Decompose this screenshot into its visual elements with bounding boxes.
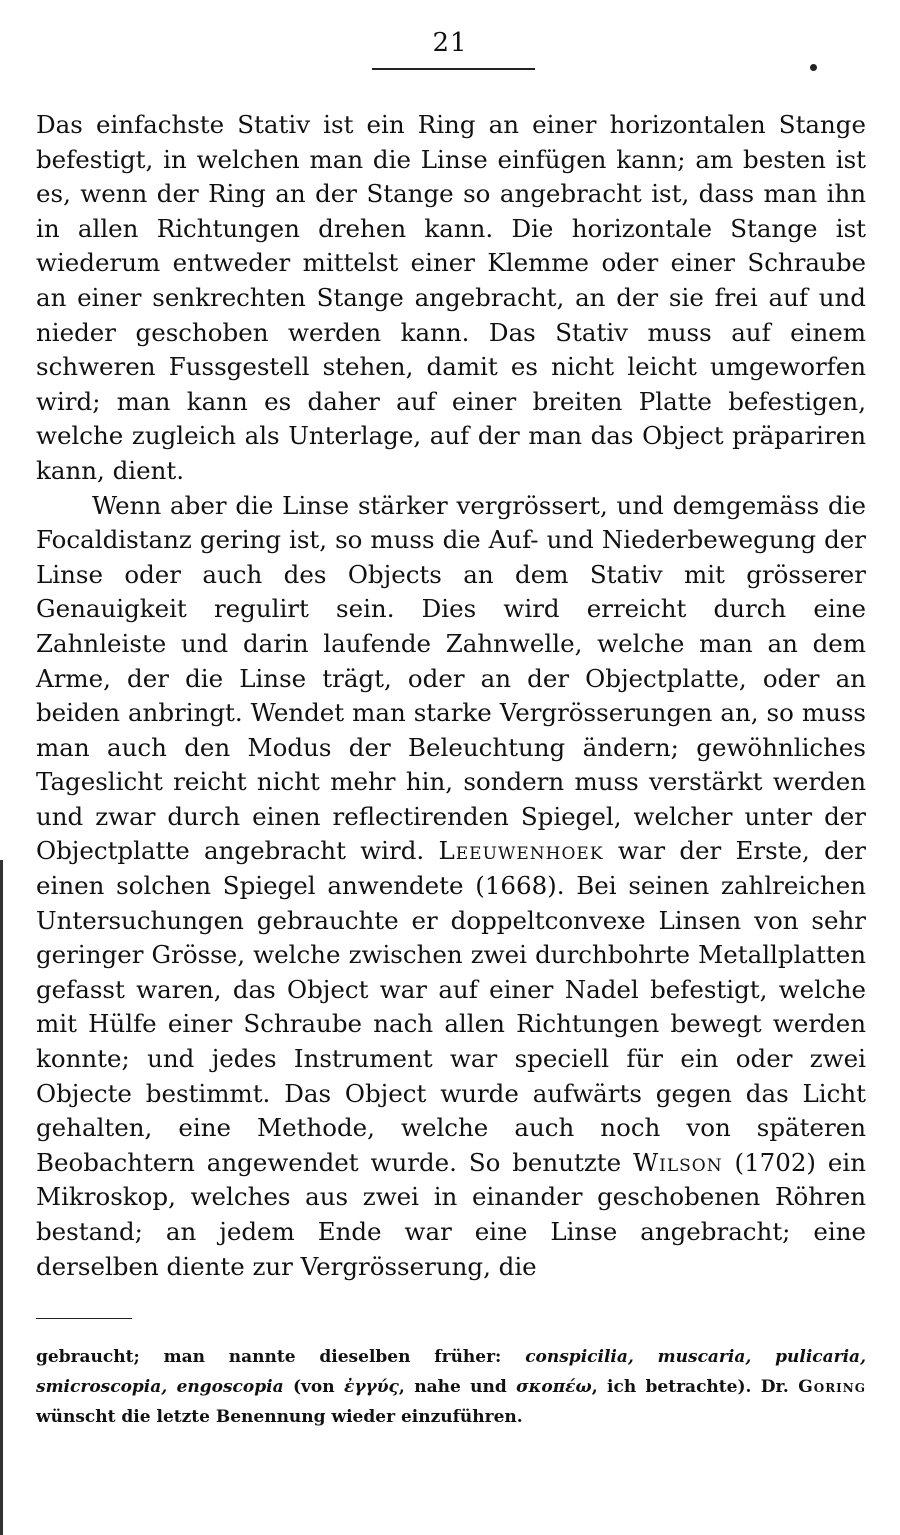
footnote-text-a: gebraucht; man nannte dieselben früher: — [36, 1347, 502, 1367]
scan-speck — [810, 64, 817, 71]
footnote-text-e: wünscht die letzte Benennung wieder einzuführen. — [36, 1407, 523, 1427]
name-wilson: Wilson — [632, 1147, 723, 1177]
paragraph-1: Das einfachste Stativ ist ein Ring an einer horizontalen Stange befestigt, in welchen man die Linse einfügen kann; am besten ist es, wenn der Ring an der Stange so angebracht ist, dass man ihn in allen Richtungen drehen kann. Die horizontale Stange ist wiederum entweder mittelst einer Klemme oder einer Schraube an einer senkrechten Stange angebracht, an der sie frei auf und nieder geschoben werden kann. Das Stativ muss auf einem schweren Fussgestell stehen, damit es nicht leicht umgeworfen wird; man kann es daher auf einer breiten Platte befestigen, welche zugleich als Unterlage, auf der man das Object präpariren kann, dient. — [36, 110, 866, 485]
scan-margin-edge — [0, 860, 3, 1535]
footnote-text-d: , ich betrachte). Dr. — [591, 1377, 789, 1397]
footnote-text-c: , nahe und — [398, 1377, 507, 1397]
name-goring: Goring — [798, 1377, 866, 1397]
paragraph-2-part-b: war der Erste, der einen solchen Spiegel anwendete (1668). Bei seinen zahlreichen Untersuchungen gebrauchte er doppeltconvexe Linsen von sehr geringer Grösse, welche zwischen zwei durchbohrte Metallplatten gefasst waren, das Object war auf einer Nadel befestigt, welche mit Hülfe einer Schraube nach allen Richtungen bewegt werden konnte; und jedes Instrument war speciell für ein oder zwei Objecte bestimmt. Das Object wurde aufwärts gegen das Licht gehalten, eine Methode, welche auch noch von späteren Beobachtern angewendet wurde. So benutzte — [36, 836, 867, 1177]
header-rule — [372, 68, 535, 70]
footnote — [36, 1342, 866, 1432]
paragraph-2-part-a: Wenn aber die Linse stärker vergrössert, und demgemäss die Focaldistanz gering ist, so muss die Auf- und Niederbewegung der Linse oder auch des Objects an dem Stativ mit grösserer Genauigkeit regulirt sein. Dies wird erreicht durch eine Zahnleiste und darin laufende Zahnwelle, welche man an dem Arme, der die Linse trägt, oder an der Objectplatte, oder an beiden anbringt. Wendet man starke Vergrösserungen an, so muss man auch den Modus der Beleuchtung ändern; gewöhnliches Tageslicht reicht nicht mehr hin, sondern muss verstärkt werden und zwar durch einen reflectirenden Spiegel, welcher unter der Objectplatte angebracht wird. — [36, 490, 866, 866]
paragraph-2-part-c: (1702) ein Mikroskop, welches aus zwei in einander geschobenen Röhren bestand; an jedem Ende war eine Linse angebracht; eine derselben diente zur Vergrösserung, die — [36, 1147, 866, 1281]
footnote-greek-1: ἐγγύς — [343, 1377, 399, 1397]
footnote-rule — [36, 1318, 132, 1319]
paragraph-2 — [36, 489, 866, 1285]
name-leeuwenhoek: Leeuwenhoek — [438, 836, 604, 866]
footnote-greek-2: σκοπέω — [516, 1377, 592, 1397]
footnote-latin-terms: conspicilia, muscaria, pulicaria, smicroscopia, engoscopia — [36, 1347, 866, 1397]
footnote-text-b: (von — [292, 1377, 335, 1397]
page-number: 21 — [432, 28, 468, 58]
body-text — [36, 108, 866, 1284]
